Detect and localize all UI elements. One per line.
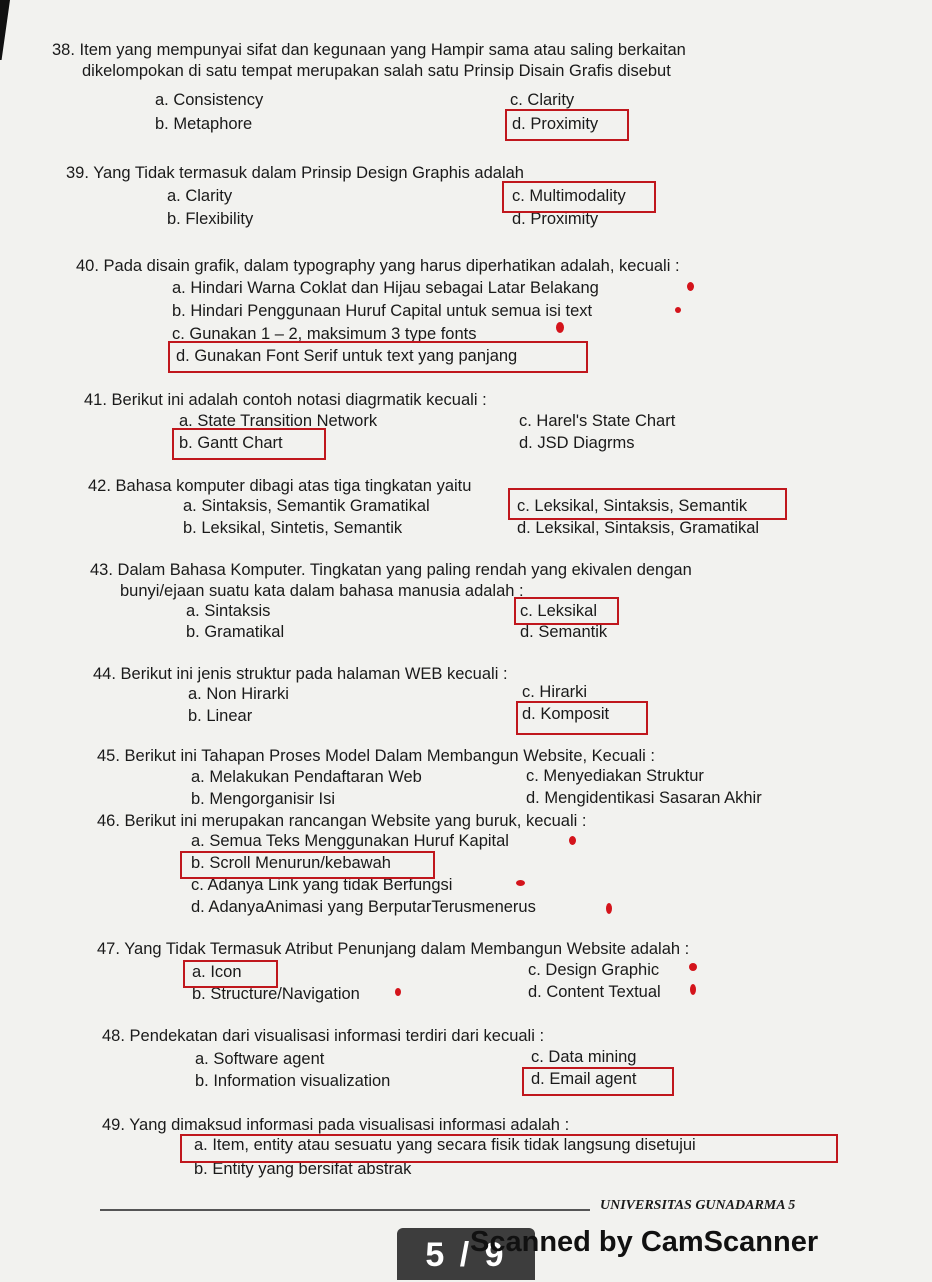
page-edge: [0, 0, 10, 60]
red-mark: [395, 988, 401, 996]
red-mark: [675, 307, 681, 313]
option-40a: a. Hindari Warna Coklat dan Hijau sebagai Latar Belakang: [172, 279, 599, 297]
option-44b: b. Linear: [188, 707, 253, 725]
option-45a: a. Melakukan Pendaftaran Web: [191, 768, 422, 786]
question-46: [97, 811, 586, 832]
question-38: [52, 40, 686, 82]
option-47d: d. Content Textual: [528, 983, 661, 1001]
question-41: [84, 390, 487, 411]
page-indicator: 5 / 9: [397, 1228, 535, 1280]
option-44c: c. Hirarki: [522, 683, 588, 701]
question-number: 44.: [93, 665, 116, 683]
option-42d: d. Leksikal, Sintaksis, Gramatikal: [517, 519, 760, 537]
question-stem: Yang Tidak Termasuk Atribut Penunjang dalam Membangun Website adalah :: [124, 940, 690, 958]
question-number: 39.: [66, 164, 89, 182]
question-number: 42.: [88, 477, 111, 495]
question-47: [97, 939, 689, 960]
option-39b: b. Flexibility: [167, 210, 254, 228]
option-46a: a. Semua Teks Menggunakan Huruf Kapital: [191, 832, 509, 850]
option-39c: c. Multimodality: [512, 187, 626, 205]
question-stem: Yang Tidak termasuk dalam Prinsip Design Graphis adalah: [93, 164, 524, 182]
option-44d: d. Komposit: [522, 705, 610, 723]
question-number: 48.: [102, 1027, 125, 1045]
option-38d: d. Proximity: [512, 115, 599, 133]
option-48a: a. Software agent: [195, 1050, 325, 1068]
question-48: [102, 1026, 544, 1047]
question-number: 47.: [97, 940, 120, 958]
option-38c: c. Clarity: [510, 91, 575, 109]
question-stem: Yang dimaksud informasi pada visualisasi informasi adalah :: [129, 1116, 570, 1134]
question-number: 43.: [90, 561, 113, 579]
red-mark: [569, 836, 576, 845]
question-44: [93, 664, 508, 685]
option-48c: c. Data mining: [531, 1048, 637, 1066]
option-48b: b. Information visualization: [195, 1072, 391, 1090]
red-mark: [689, 963, 697, 971]
option-46c: c. Adanya Link yang tidak Berfungsi: [191, 876, 453, 894]
question-42: [88, 476, 471, 497]
question-number: 41.: [84, 391, 107, 409]
question-stem-cont: dikelompokan di satu tempat merupakan salah satu Prinsip Disain Grafis disebut: [82, 62, 671, 80]
option-42c: c. Leksikal, Sintaksis, Semantik: [517, 497, 748, 515]
option-48d: d. Email agent: [531, 1070, 637, 1088]
question-number: 38.: [52, 41, 75, 59]
option-39a: a. Clarity: [167, 187, 233, 205]
option-41a: a. State Transition Network: [179, 412, 378, 430]
option-47b: b. Structure/Navigation: [192, 985, 360, 1003]
option-49a: a. Item, entity atau sesuatu yang secara fisik tidak langsung disetujui: [194, 1136, 696, 1154]
option-44a: a. Non Hirarki: [188, 685, 289, 703]
footer-institution: UNIVERSITAS GUNADARMA 5: [600, 1198, 796, 1213]
red-mark: [556, 322, 564, 333]
option-43d: d. Semantik: [520, 623, 608, 641]
option-43a: a. Sintaksis: [186, 602, 271, 620]
question-stem: Berikut ini adalah contoh notasi diagrmatik kecuali :: [111, 391, 487, 409]
option-47a: a. Icon: [192, 963, 242, 981]
option-47c: c. Design Graphic: [528, 961, 660, 979]
option-45b: b. Mengorganisir Isi: [191, 790, 335, 808]
option-41b: b. Gantt Chart: [179, 434, 283, 452]
option-42a: a. Sintaksis, Semantik Gramatikal: [183, 497, 430, 515]
option-41d: d. JSD Diagrms: [519, 434, 635, 452]
option-40d: d. Gunakan Font Serif untuk text yang panjang: [176, 347, 518, 365]
question-stem: Pendekatan dari visualisasi informasi terdiri dari kecuali :: [129, 1027, 545, 1045]
question-stem: Item yang mempunyai sifat dan kegunaan yang Hampir sama atau saling berkaitan: [79, 41, 686, 59]
red-mark: [687, 282, 694, 291]
option-42b: b. Leksikal, Sintetis, Semantik: [183, 519, 403, 537]
question-stem: Bahasa komputer dibagi atas tiga tingkatan yaitu: [115, 477, 472, 495]
red-mark: [606, 903, 612, 914]
question-stem-cont: bunyi/ejaan suatu kata dalam bahasa manusia adalah :: [120, 582, 524, 600]
option-38a: a. Consistency: [155, 91, 264, 109]
question-stem: Berikut ini Tahapan Proses Model Dalam Membangun Website, Kecuali :: [124, 747, 655, 765]
question-40: [76, 256, 680, 277]
question-43: [90, 560, 692, 602]
question-49: [102, 1115, 569, 1136]
question-stem: Berikut ini merupakan rancangan Website yang buruk, kecuali :: [124, 812, 587, 830]
question-number: 45.: [97, 747, 120, 765]
camscanner-watermark: Scanned by CamScanner: [470, 1226, 819, 1258]
question-39: [66, 163, 524, 184]
option-45c: c. Menyediakan Struktur: [526, 767, 704, 785]
question-number: 49.: [102, 1116, 125, 1134]
option-43c: c. Leksikal: [520, 602, 598, 620]
option-41c: c. Harel's State Chart: [519, 412, 676, 430]
question-number: 46.: [97, 812, 120, 830]
option-39d: d. Proximity: [512, 210, 599, 228]
option-49b: b. Entity yang bersifat abstrak: [194, 1160, 412, 1178]
option-43b: b. Gramatikal: [186, 623, 285, 641]
red-mark: [690, 984, 696, 995]
question-stem: Dalam Bahasa Komputer. Tingkatan yang paling rendah yang ekivalen dengan: [117, 561, 692, 579]
option-38b: b. Metaphore: [155, 115, 253, 133]
red-mark: [516, 880, 525, 886]
question-number: 40.: [76, 257, 99, 275]
footer-divider: [100, 1209, 590, 1211]
option-46d: d. AdanyaAnimasi yang BerputarTerusmenerus: [191, 898, 536, 916]
option-40b: b. Hindari Penggunaan Huruf Capital untuk semua isi text: [172, 302, 593, 320]
question-45: [97, 746, 655, 767]
option-46b: b. Scroll Menurun/kebawah: [191, 854, 391, 872]
question-stem: Berikut ini jenis struktur pada halaman WEB kecuali :: [120, 665, 508, 683]
question-stem: Pada disain grafik, dalam typography yang harus diperhatikan adalah, kecuali :: [103, 257, 680, 275]
option-45d: d. Mengidentikasi Sasaran Akhir: [526, 789, 762, 807]
option-40c: c. Gunakan 1 – 2, maksimum 3 type fonts: [172, 325, 477, 343]
